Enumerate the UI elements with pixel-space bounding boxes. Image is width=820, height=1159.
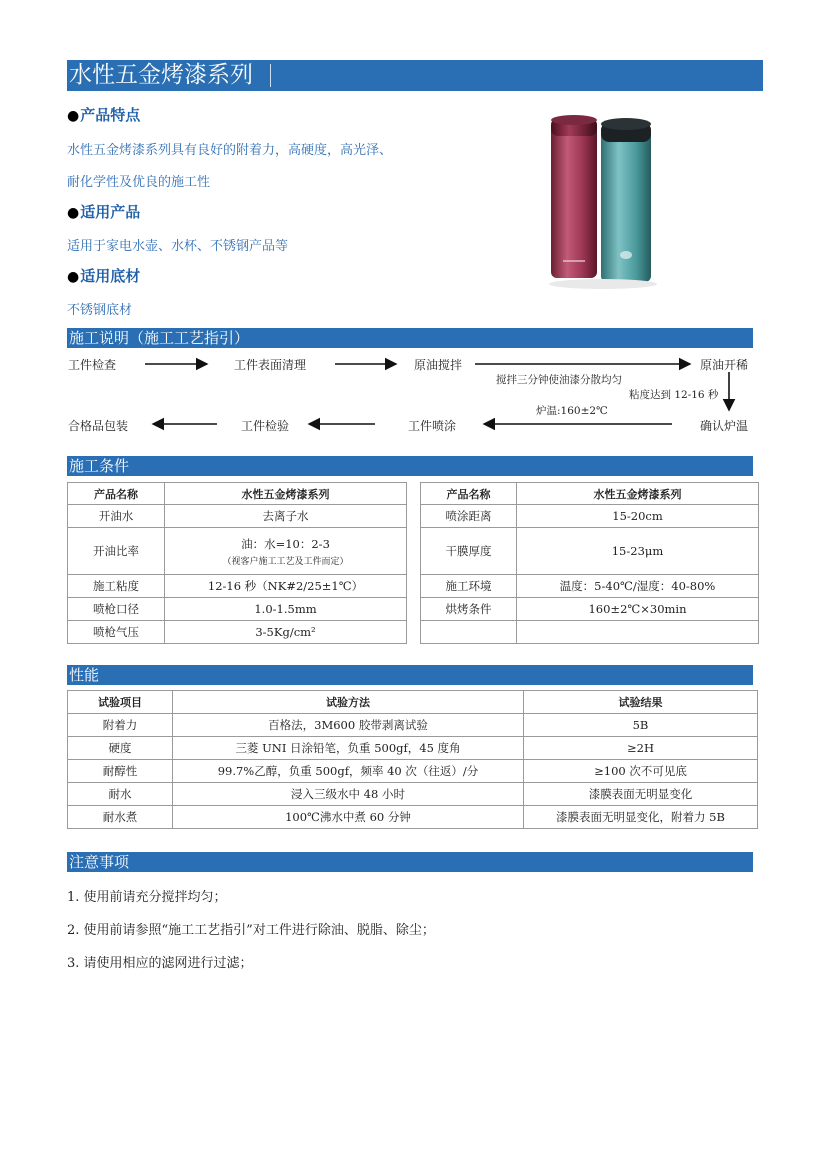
notes-section-header: 注意事项 xyxy=(67,852,753,872)
table-cell: 12-16 秒（NK#2/25±1℃） xyxy=(165,575,407,598)
table-cell: 160±2℃×30min xyxy=(517,598,759,621)
table-cell: 耐醇性 xyxy=(68,760,173,783)
table-cell: 烘烤条件 xyxy=(421,598,517,621)
process-section-header: 施工说明（施工工艺指引） xyxy=(67,328,753,348)
table-cell: ≥100 次不可见底 xyxy=(524,760,758,783)
step-spray: 工件喷涂 xyxy=(408,419,457,433)
table-cell: 百格法，3M600 胶带剥离试验 xyxy=(173,714,524,737)
col-header: 试验项目 xyxy=(68,691,173,714)
page-title: 水性五金烤漆系列 xyxy=(67,60,763,91)
table-cell: ≥2H xyxy=(524,737,758,760)
products-heading: ●适用产品 xyxy=(67,203,141,221)
features-line-2: 耐化学性及优良的施工性 xyxy=(67,175,211,190)
table-cell: 施工粘度 xyxy=(68,575,165,598)
performance-table xyxy=(67,690,758,829)
table-cell: 漆膜表面无明显变化，附着力 5B xyxy=(524,806,758,829)
table-cell: 耐水煮 xyxy=(68,806,173,829)
col-header: 试验结果 xyxy=(524,691,758,714)
table-cell: 15-23μm xyxy=(517,528,759,575)
col-header: 试验方法 xyxy=(173,691,524,714)
col-header: 水性五金烤漆系列 xyxy=(517,483,759,505)
conditions-table-left xyxy=(67,482,407,644)
step-stir-paint: 原油搅拌 xyxy=(414,358,463,372)
table-cell: 喷枪气压 xyxy=(68,621,165,644)
table-cell xyxy=(421,621,517,644)
col-header: 产品名称 xyxy=(421,483,517,505)
performance-section-header: 性能 xyxy=(67,665,753,685)
col-header: 产品名称 xyxy=(68,483,165,505)
substrate-heading: ●适用底材 xyxy=(67,267,141,285)
table-cell: 开油比率 xyxy=(68,528,165,575)
table-cell: 三菱 UNI 日涂铅笔，负重 500gf，45 度角 xyxy=(173,737,524,760)
table-cell: 喷枪口径 xyxy=(68,598,165,621)
note-item-1: 1. 使用前请充分搅拌均匀； xyxy=(67,890,227,905)
table-cell: 油：水=10：2-3 （视客户施工工艺及工件而定） xyxy=(165,528,407,575)
table-cell: 附着力 xyxy=(68,714,173,737)
table-cell: 1.0-1.5mm xyxy=(165,598,407,621)
table-cell: 5B xyxy=(524,714,758,737)
conditions-section-header: 施工条件 xyxy=(67,456,753,476)
table-cell: 硬度 xyxy=(68,737,173,760)
table-cell: 耐水 xyxy=(68,783,173,806)
step-surface-clean: 工件表面清理 xyxy=(234,358,307,372)
process-arrows xyxy=(0,0,820,450)
table-cell: 99.7%乙醇，负重 500gf，频率 40 次（往返）/分 xyxy=(173,760,524,783)
table-cell: 喷涂距离 xyxy=(421,505,517,528)
step-dilute-paint: 原油开稀 xyxy=(700,358,749,372)
table-cell: 3-5Kg/cm² xyxy=(165,621,407,644)
table-cell: 温度：5-40℃/湿度：40-80% xyxy=(517,575,759,598)
step-workpiece-check: 工件检查 xyxy=(68,358,117,372)
table-cell: 100℃沸水中煮 60 分钟 xyxy=(173,806,524,829)
table-cell: 干膜厚度 xyxy=(421,528,517,575)
features-line-1: 水性五金烤漆系列具有良好的附着力，高硬度，高光泽、 xyxy=(67,143,393,158)
note-item-2: 2. 使用前请参照“施工工艺指引”对工件进行除油、脱脂、除尘； xyxy=(67,923,435,938)
table-cell: 15-20cm xyxy=(517,505,759,528)
table-cell: 浸入三级水中 48 小时 xyxy=(173,783,524,806)
note-oven-temp: 炉温:160±2℃ xyxy=(536,405,608,417)
substrate-text: 不锈钢底材 xyxy=(67,303,133,318)
table-cell xyxy=(517,621,759,644)
note-stir: 搅拌三分钟使油漆分散均匀 xyxy=(496,374,622,386)
note-item-3: 3. 请使用相应的滤网进行过滤； xyxy=(67,956,253,971)
table-cell: 开油水 xyxy=(68,505,165,528)
step-inspect: 工件检验 xyxy=(241,419,290,433)
ratio-note: （视客户施工工艺及工件而定） xyxy=(222,556,349,567)
table-cell: 施工环境 xyxy=(421,575,517,598)
table-cell: 去离子水 xyxy=(165,505,407,528)
conditions-table-right xyxy=(420,482,759,644)
step-confirm-oven: 确认炉温 xyxy=(700,419,749,433)
table-cell: 漆膜表面无明显变化 xyxy=(524,783,758,806)
col-header: 水性五金烤漆系列 xyxy=(165,483,407,505)
note-viscosity: 粘度达到 12-16 秒 xyxy=(629,389,719,401)
products-text: 适用于家电水壶、水杯、不锈钢产品等 xyxy=(67,239,289,254)
step-pack-product: 合格品包装 xyxy=(68,419,129,433)
features-heading: ●产品特点 xyxy=(67,106,141,124)
